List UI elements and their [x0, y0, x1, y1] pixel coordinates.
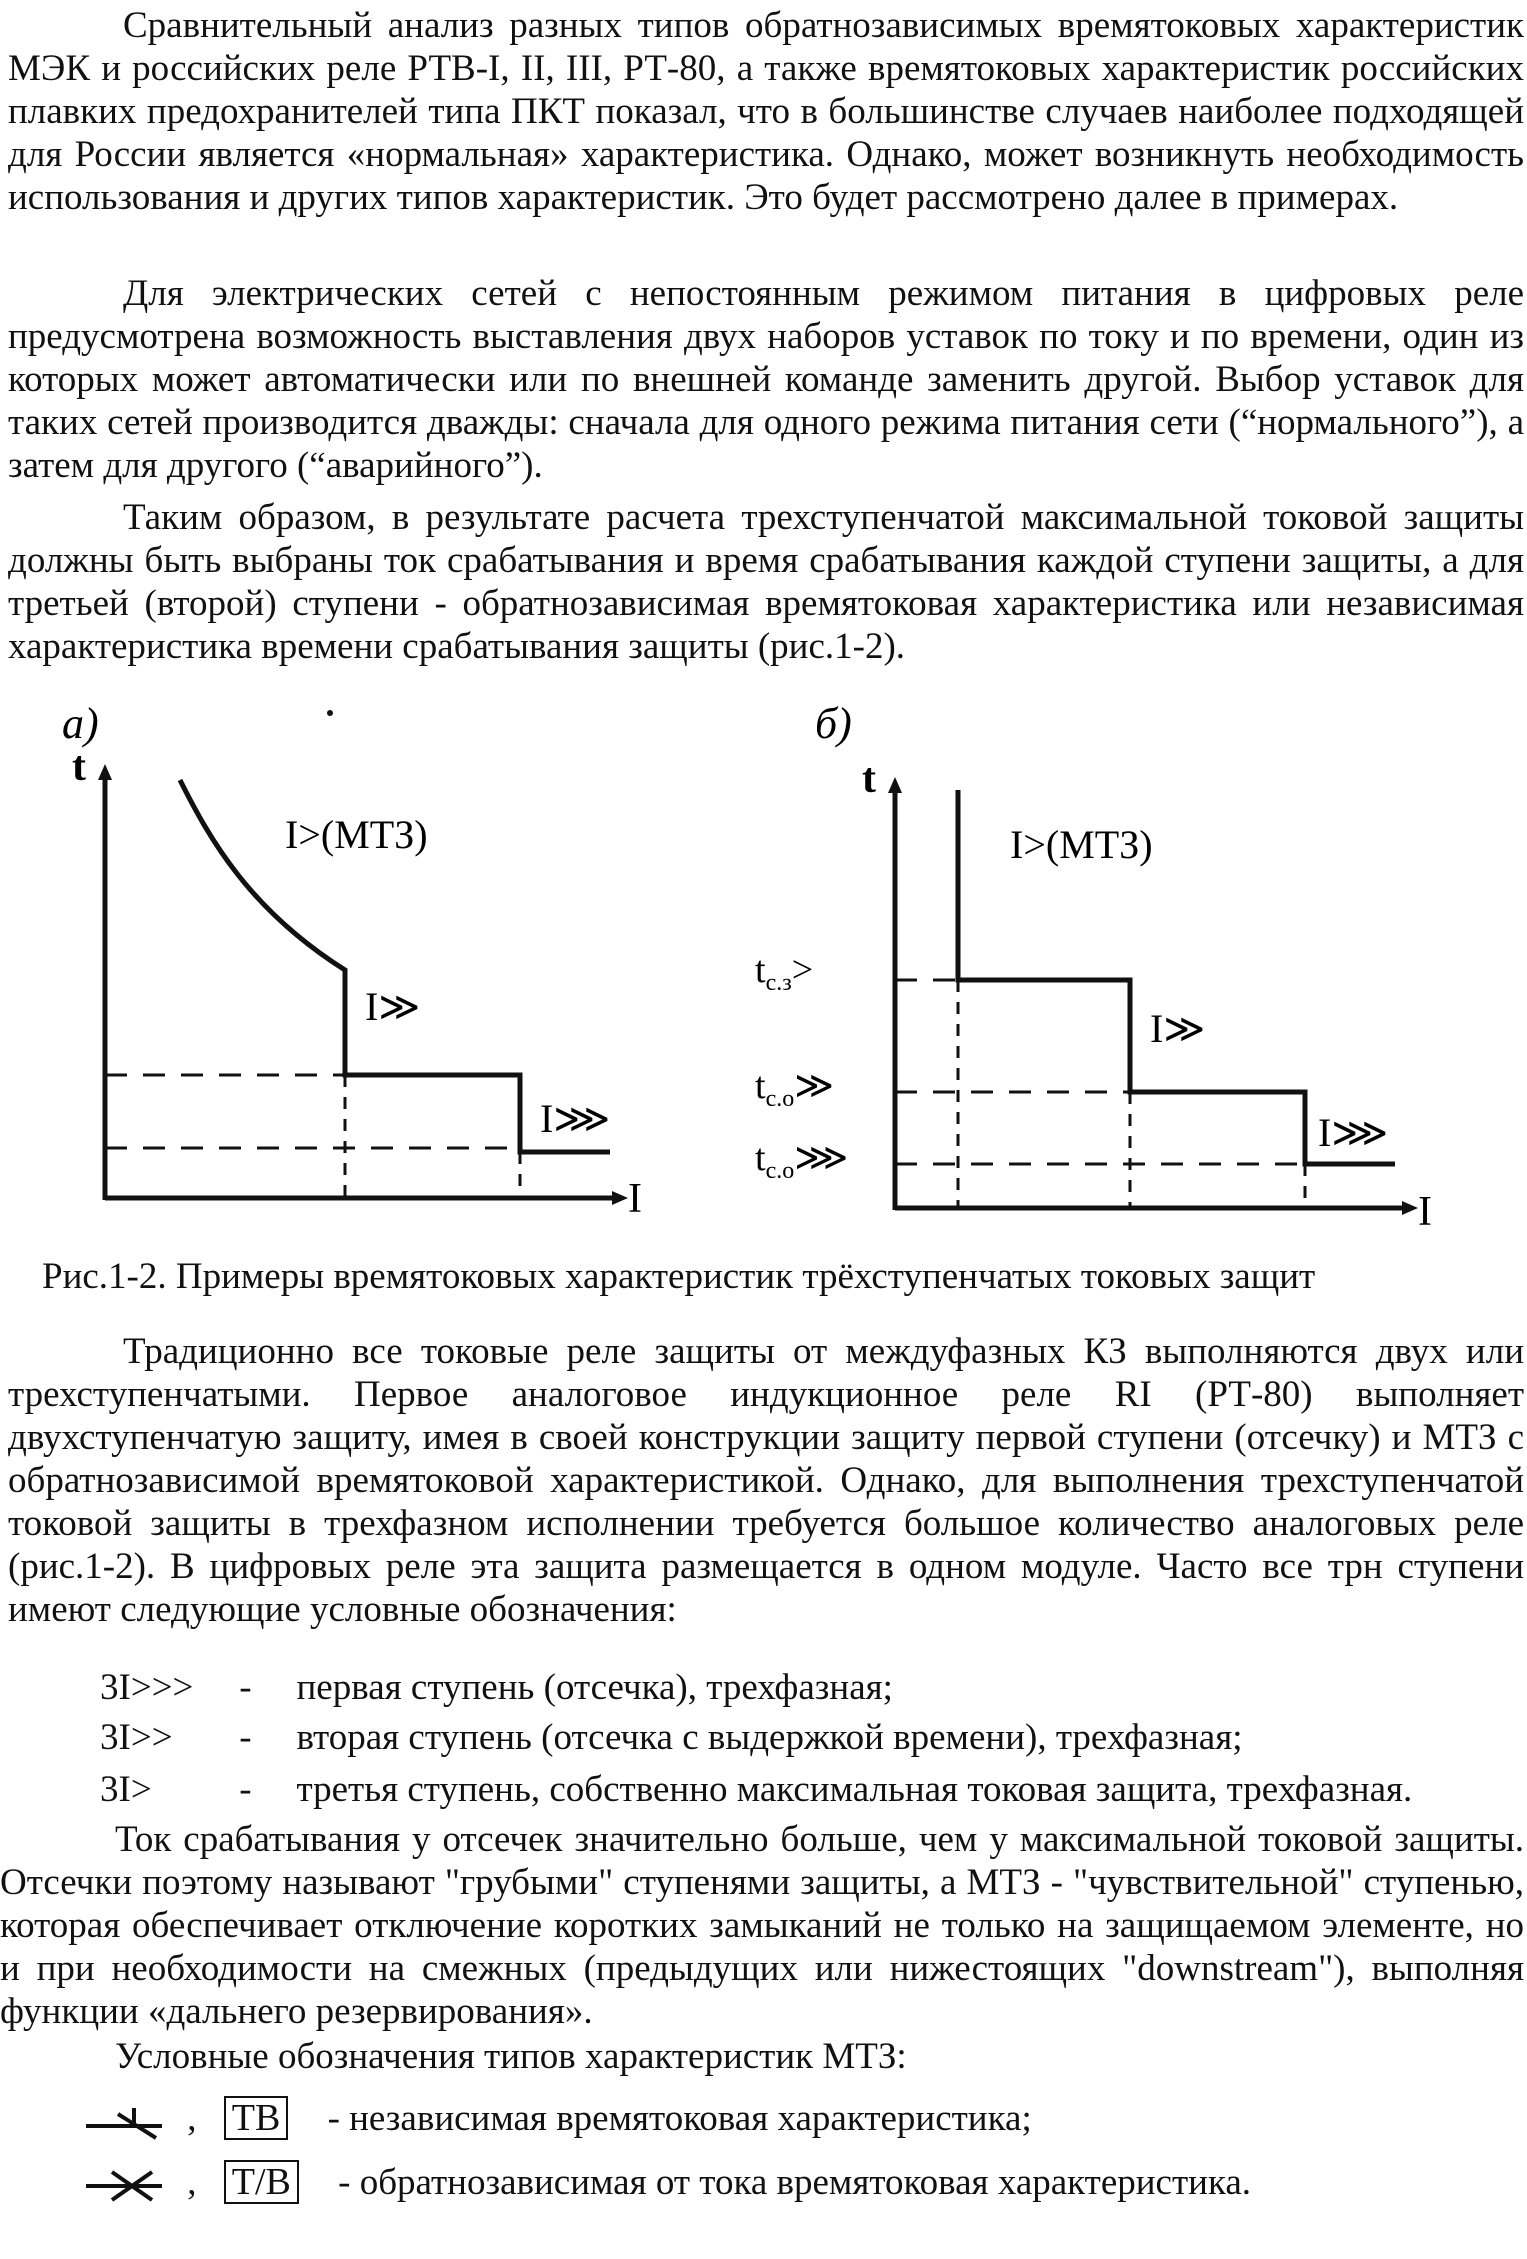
label-i3-a: I⋙	[540, 1096, 611, 1141]
stage-row-2	[100, 1716, 1243, 1759]
paragraph-2: Для электрических сетей с непостоянным режимом питания в цифровых реле предусмотрена возможность выставления двух наборов уставок по току и по времени, один из которых может автоматически или по внешней команде заменить другой. Выбор уставок для таких сетей производится дважды: сначала для одного режима питания сети (“нормального”), а затем для другого (“аварийного”).	[8, 273, 1524, 486]
stage-symbol: 3I>>>	[100, 1667, 194, 1708]
axis-t-b: t	[862, 756, 876, 802]
stage-row-1	[100, 1666, 893, 1709]
label-i3-b: I⋙	[1318, 1110, 1389, 1155]
legend-row-2	[82, 2160, 1251, 2206]
stage-dash: -	[239, 1769, 252, 1810]
tick-tso-3: $t_{с.о}⋙$	[755, 1137, 849, 1184]
figure-1-2	[0, 680, 1527, 1260]
stage-text: вторая ступень (отсечка с выдержкой времени), трехфазная;	[296, 1717, 1243, 1758]
axis-t-a: t	[72, 744, 86, 790]
definite-time-icon	[82, 2102, 172, 2142]
stage-symbol: 3I>	[100, 1769, 152, 1810]
legend-text: - независимая времятоковая характеристика;	[327, 2098, 1032, 2139]
stage-text: третья ступень, собственно максимальная токовая защита, трехфазная.	[296, 1769, 1413, 1810]
stage-symbol: 3I>>	[100, 1717, 173, 1758]
legend-comma: ,	[187, 2098, 197, 2139]
tick-tsz: $t_{с.з}>$	[755, 949, 814, 996]
paragraph-3: Таким образом, в результате расчета трехступенчатой максимальной токовой защиты должны быть выбраны ток срабатывания и время срабатывания каждой ступени защиты, а для третьей (второй) ступени - обратнозависимая времятоковая характеристика или независимая характеристика времени срабатывания защиты (рис.1-2).	[8, 497, 1524, 667]
figure-label-b: б)	[815, 699, 852, 748]
paragraph-4: Традиционно все токовые реле защиты от междуфазных КЗ выполняются двух или трехступенчатыми. Первое аналоговое индукционное реле RI (РТ-80) выполняет двухступенчатую защиту, имея в своей конструкции защиту первой ступени (отсечку) и МТЗ с обратнозависимой времятоковой характеристикой. Однако, для выполнения трехступенчатой токовой защиты в трехфазном исполнении требуется большое количество аналоговых реле (рис.1-2). В цифровых реле эта защита размещается в одном модуле. Часто все трн ступени имеют следующие условные обозначения:	[8, 1331, 1524, 1630]
axis-i-a: I	[628, 1176, 642, 1222]
tick-tso-2: $t_{с.о}≫$	[755, 1065, 834, 1112]
figure-caption: Рис.1-2. Примеры времятоковых характеристик трёхступенчатых токовых защит	[42, 1256, 1316, 1297]
t-slash-v-box-symbol: Т/В	[224, 2160, 299, 2204]
stage-dash: -	[239, 1717, 252, 1758]
tv-box-symbol: ТВ	[224, 2096, 289, 2140]
legend-text: - обратнозависимая от тока времятоковая характеристика.	[338, 2162, 1252, 2203]
stage-row-3	[100, 1768, 1412, 1811]
label-mtz-b: I>(МТЗ)	[1010, 822, 1153, 867]
legend-comma: ,	[187, 2162, 197, 2203]
legend-row-1	[82, 2096, 1032, 2142]
inverse-time-icon	[82, 2166, 172, 2206]
paragraph-1: Сравнительный анализ разных типов обратнозависимых времятоковых характеристик МЭК и российских реле РТВ-I, II, III, РТ-80, а также времятоковых характеристик российских плавких предохранителей типа ПКТ показал, что в большинстве случаев наиболее подходящей для России является «нормальная» характеристика. Однако, может возникнуть необходимость использования и других типов характеристик. Это будет рассмотрено далее в примерах.	[8, 5, 1524, 218]
figure-label-a: а)	[62, 699, 99, 748]
label-mtz-a: I>(МТЗ)	[285, 812, 428, 857]
paragraph-5: Ток срабатывания у отсечек значительно больше, чем у максимальной токовой защиты. Отсечки поэтому называют "грубыми" ступенями защиты, а МТЗ - "чувствительной" ступенью, которая обеспечивает отключение коротких замыканий не только на защищаемом элементе, но и при необходимости на смежных (предыдущих или нижестоящих "downstream"), выполняя функции «дальнего резервирования».	[0, 1819, 1524, 2032]
label-i2-b: I≫	[1150, 1006, 1206, 1051]
axis-i-b: I	[1418, 1189, 1432, 1235]
label-i2-a: I≫	[365, 984, 421, 1029]
stage-text: первая ступень (отсечка), трехфазная;	[296, 1667, 893, 1708]
stage-dash: -	[239, 1667, 252, 1708]
paragraph-6: Условные обозначения типов характеристик МТЗ:	[115, 2036, 907, 2077]
dot-mark	[327, 710, 333, 716]
